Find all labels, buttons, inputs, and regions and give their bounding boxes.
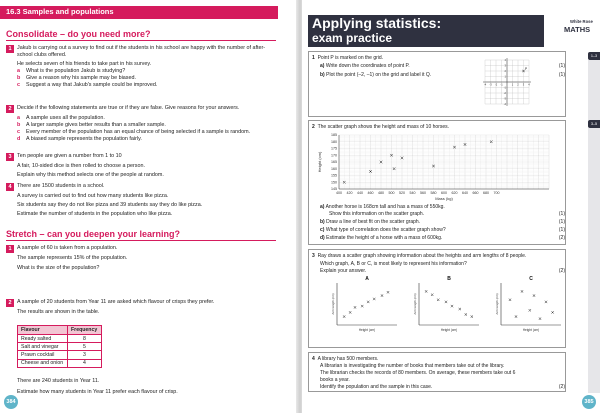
x-tick-label: 480 (378, 191, 384, 195)
data-point (451, 305, 453, 307)
flavour-table (17, 325, 102, 368)
x-axis-label: Height (cm) (522, 328, 540, 332)
question-line (320, 363, 565, 370)
question-number: 3 (6, 153, 14, 161)
table-cell: 5 (68, 343, 102, 351)
part-c: Every member of the population has an equal chance of being selected if a sample is random. (26, 129, 251, 135)
question-line (320, 268, 565, 275)
question-line: He selects seven of his friends to take part in his survey. (17, 61, 152, 67)
tab-strip (588, 128, 600, 393)
x-tick-label: 560 (420, 191, 426, 195)
x-tick-label: 3 (522, 83, 525, 87)
y-tick-label: 2 (504, 70, 506, 73)
part-a2-line (329, 211, 565, 218)
part-letter: b (17, 122, 21, 128)
data-point (445, 301, 447, 303)
x-tick-label: -4 (483, 83, 487, 87)
question-number: 2 (6, 105, 14, 113)
marks: (1) (558, 72, 565, 78)
x-tick-label: 520 (399, 191, 405, 195)
part-letter: c) (320, 227, 325, 233)
y-tick-label: 175 (331, 146, 337, 151)
question-text: Which graph, A, B or C, is most likely to represent his information? (320, 261, 467, 267)
table-cell: Ready salted (18, 335, 68, 343)
question-number: 1 (312, 55, 315, 61)
heading-rule (6, 40, 276, 41)
grid-lines (483, 58, 531, 106)
table-header: Frequency (68, 326, 102, 335)
data-point (343, 315, 345, 317)
part-a: Another horse is 168cm tall and has a mass of 550kg. (325, 204, 445, 210)
difficulty-tab: 1–3 (588, 52, 600, 60)
y-tick-label: -4 (503, 103, 506, 106)
difficulty-tab: 3–5 (588, 120, 600, 128)
table-header: Flavour (18, 326, 68, 335)
part-b: Give a reason why his sample may be biased. (26, 75, 136, 81)
question-number: 2 (6, 299, 14, 307)
data-point (387, 291, 389, 293)
table-row (18, 359, 102, 367)
question-text: Decide if the following statements are true or if they are false. Give reasons for your answers. (17, 105, 240, 111)
part-letter: b) (320, 219, 325, 225)
data-point (373, 298, 375, 300)
part-letter: d) (320, 235, 325, 241)
part-letter: a) (320, 204, 325, 210)
x-axis-label: Mass (kg) (435, 196, 453, 201)
question-text: A sample of 60 is taken from a population. (17, 245, 118, 251)
part-a: What is the population Jakub is studying? (26, 68, 126, 74)
data-point (471, 315, 473, 317)
y-tick-label: -1 (503, 86, 506, 90)
part-c-line (320, 227, 565, 234)
part-b: A larger sample gives better results than a smaller sample. (26, 122, 166, 128)
question-line: A survey is carried out to find out how many students like pizza. (17, 193, 169, 199)
data-point (437, 299, 439, 301)
page-subtitle: exam practice (312, 31, 393, 45)
question-line: The results are shown in the table. (17, 309, 100, 315)
table-cell: 8 (68, 335, 102, 343)
y-tick-label: 145 (331, 187, 337, 192)
graph-label: C (529, 276, 533, 282)
tab-strip (588, 60, 600, 120)
question-text: Ten people are given a number from 1 to 10 (17, 153, 122, 159)
question-number: 4 (312, 356, 315, 362)
marks: (2) (558, 268, 565, 274)
stretch-question-2-cont (6, 376, 276, 396)
y-axis-label: Height (cm) (317, 151, 322, 173)
question-3 (6, 153, 276, 179)
data-point (551, 311, 553, 313)
question-text: A librarian is investigating the number of books that members take out of the library. (320, 363, 505, 369)
question-line: Estimate how many students in Year 11 prefer each flavour of crisp. (17, 389, 178, 395)
data-point (361, 305, 363, 307)
question-text: The librarian checks the records of 80 members. On average, these members take out 6 books a year. (320, 370, 516, 383)
data-point (539, 318, 541, 320)
x-tick-label: 620 (451, 191, 458, 195)
question-text: Identify the population and the sample in this case. (320, 384, 433, 390)
heading-rule (6, 240, 276, 241)
page-title: Applying statistics: (312, 15, 442, 31)
table-cell: Salt and vinegar (18, 343, 68, 351)
question-text: Jakub is carrying out a survey to find out if the students in his school are happy with the number of after-school clubs offered. (17, 45, 266, 58)
data-point (545, 301, 547, 303)
x-tick-label: 420 (346, 191, 353, 195)
stretch-question-1 (6, 245, 276, 272)
question-line (312, 55, 383, 62)
question-number: 2 (312, 124, 315, 130)
table-row (18, 335, 102, 343)
brand-name: White Rose (570, 19, 593, 24)
y-tick-label: 160 (331, 166, 337, 171)
data-point (459, 308, 461, 310)
stretch-heading: Stretch – can you deepen your learning? (6, 229, 181, 239)
part-letter: a (17, 115, 20, 121)
graph-label: A (365, 276, 369, 282)
table-row (18, 343, 102, 351)
part-b: Plot the point (–2, –1) on the grid and label it Q. (326, 72, 432, 78)
y-tick-label: 165 (331, 160, 337, 165)
question-line: What is the size of the population? (17, 265, 100, 271)
page-number-right: 385 (582, 395, 596, 409)
question-2 (6, 105, 276, 143)
question-line (320, 384, 565, 391)
data-point (425, 290, 427, 292)
data-point (367, 301, 369, 303)
question-text: A sample of 20 students from Year 11 are asked which flavour of crisps they prefer. (17, 299, 215, 305)
data-point (349, 311, 351, 313)
part-a-line (320, 204, 565, 211)
consolidate-heading: Consolidate – do you need more? (6, 29, 151, 39)
question-number: 1 (6, 245, 14, 253)
x-tick-label: 660 (472, 191, 479, 195)
question-line: There are 240 students in Year 11. (17, 378, 100, 384)
part-letter: b) (320, 72, 325, 78)
x-tick-label: -1 (500, 83, 503, 87)
part-letter: b (17, 75, 21, 81)
marks: (1) (558, 227, 565, 233)
question-line: The sample represents 15% of the population. (17, 255, 128, 261)
x-tick-label: 4 (528, 83, 530, 87)
y-tick-label: 170 (331, 153, 337, 158)
question-line (312, 124, 449, 131)
section-title: 16.3 Samples and populations (6, 7, 114, 16)
part-c: What type of correlation does the scatter graph show? (325, 227, 446, 233)
data-point (465, 313, 467, 315)
x-tick-label: 2 (517, 83, 519, 87)
x-tick-label: 440 (357, 191, 363, 195)
y-tick-label: 3 (504, 64, 506, 68)
part-d-line (320, 235, 565, 242)
brand-logo: MATHS (564, 25, 591, 34)
scatter-options (315, 275, 563, 347)
data-point (533, 294, 535, 296)
part-letter: c (17, 82, 20, 88)
question-line: Six students say they do not like pizza and 39 students say they do like pizza. (17, 202, 203, 208)
exam-question-4 (308, 352, 566, 392)
question-line (320, 261, 565, 268)
exam-question-2 (308, 120, 566, 245)
data-point (521, 290, 523, 292)
question-1 (6, 45, 276, 89)
x-axis-label: Height (cm) (440, 328, 458, 332)
x-tick-label: -2 (494, 83, 498, 87)
table-cell: Cheese and onion (18, 359, 68, 367)
part-b-line (320, 219, 565, 226)
question-line: Explain why this method selects one of the people at random. (17, 172, 164, 178)
data-point (509, 299, 511, 301)
table-cell: Prawn cocktail (18, 351, 68, 359)
point-p-label: P (525, 67, 528, 71)
left-page (0, 0, 298, 413)
table-cell: 3 (68, 351, 102, 359)
marks: (1) (558, 219, 565, 225)
question-text: Explain your answer. (320, 268, 367, 274)
part-letter: a) (320, 63, 325, 69)
marks: (1) (558, 63, 565, 69)
question-line: Estimate the number of students in the population who like pizza. (17, 211, 173, 217)
data-point (515, 315, 517, 317)
page-number-left: 384 (4, 395, 18, 409)
x-tick-label: 680 (483, 191, 489, 195)
data-point (354, 306, 356, 308)
part-d: A biased sample represents the population fairly. (26, 136, 142, 142)
part-a: Write down the coordinates of point P. (325, 63, 410, 69)
part-a: A sample uses all the population. (26, 115, 105, 121)
question-line (320, 370, 520, 383)
marks: (2) (558, 384, 565, 390)
marks: (1) (558, 211, 565, 217)
question-line (312, 253, 564, 260)
scatter-graph (317, 131, 557, 203)
y-tick-label: 150 (331, 180, 337, 185)
x-tick-label: 600 (441, 191, 447, 195)
part-letter: c (17, 129, 20, 135)
question-4 (6, 183, 276, 218)
x-tick-label: 640 (462, 191, 468, 195)
y-tick-label: -3 (503, 97, 506, 101)
table-header-row (18, 326, 102, 335)
x-tick-label: 580 (430, 191, 437, 195)
part-d: Estimate the height of a horse with a mass of 600kg. (326, 235, 443, 241)
data-point (381, 294, 383, 296)
part-a2: Show this information on the scatter graph. (329, 211, 425, 217)
x-tick-label: -3 (489, 83, 492, 87)
question-number: 1 (6, 45, 14, 53)
x-tick-label: 1 (511, 83, 514, 87)
x-tick-label: 540 (409, 191, 416, 195)
part-letter: d (17, 136, 21, 142)
exam-question-1 (308, 51, 566, 117)
y-tick-label: 180 (331, 139, 337, 144)
part-letter: a (17, 68, 20, 74)
x-tick-label: 460 (367, 191, 374, 195)
y-tick-label: 1 (504, 75, 506, 79)
right-page (302, 0, 600, 413)
part-b: Draw a line of best fit on the scatter graph. (326, 219, 421, 225)
coordinate-grid (479, 54, 535, 110)
x-tick-label: 500 (388, 191, 395, 195)
x-tick-label: 400 (336, 191, 342, 195)
y-tick-label: -2 (503, 92, 506, 95)
y-axis-label: Arm length (cm) (413, 293, 417, 315)
question-number: 4 (6, 183, 14, 191)
question-text: The scatter graph shows the height and mass of 10 horses. (317, 124, 450, 130)
question-line (312, 356, 564, 363)
data-point (431, 294, 433, 296)
question-text: A library has 500 members. (317, 356, 379, 362)
y-tick-label: 155 (331, 173, 337, 178)
x-axis-label: Height (cm) (358, 328, 376, 332)
stretch-question-2 (6, 299, 276, 316)
table-cell: 4 (68, 359, 102, 367)
marks: (2) (558, 235, 565, 241)
question-text: Ray draws a scatter graph showing information about the heights and arm lengths of 8 people. (317, 253, 527, 259)
y-tick-label: 185 (331, 133, 337, 138)
x-tick-label: 700 (493, 191, 500, 195)
question-line: A fair, 10-sided dice is then rolled to choose a person. (17, 163, 145, 169)
y-axis-label: Arm length (cm) (495, 293, 499, 315)
question-number: 3 (312, 253, 315, 259)
table-row (18, 351, 102, 359)
part-c: Suggest a way that Jakub's sample could be improved. (26, 82, 158, 88)
exam-question-3 (308, 249, 566, 348)
question-text: There are 1500 students in a school. (17, 183, 105, 189)
y-tick-label: 4 (504, 59, 506, 62)
y-axis-label: Arm length (cm) (331, 293, 335, 315)
graph-label: B (447, 276, 451, 282)
data-point (529, 309, 531, 311)
question-text: Point P is marked on the grid. (317, 55, 384, 61)
